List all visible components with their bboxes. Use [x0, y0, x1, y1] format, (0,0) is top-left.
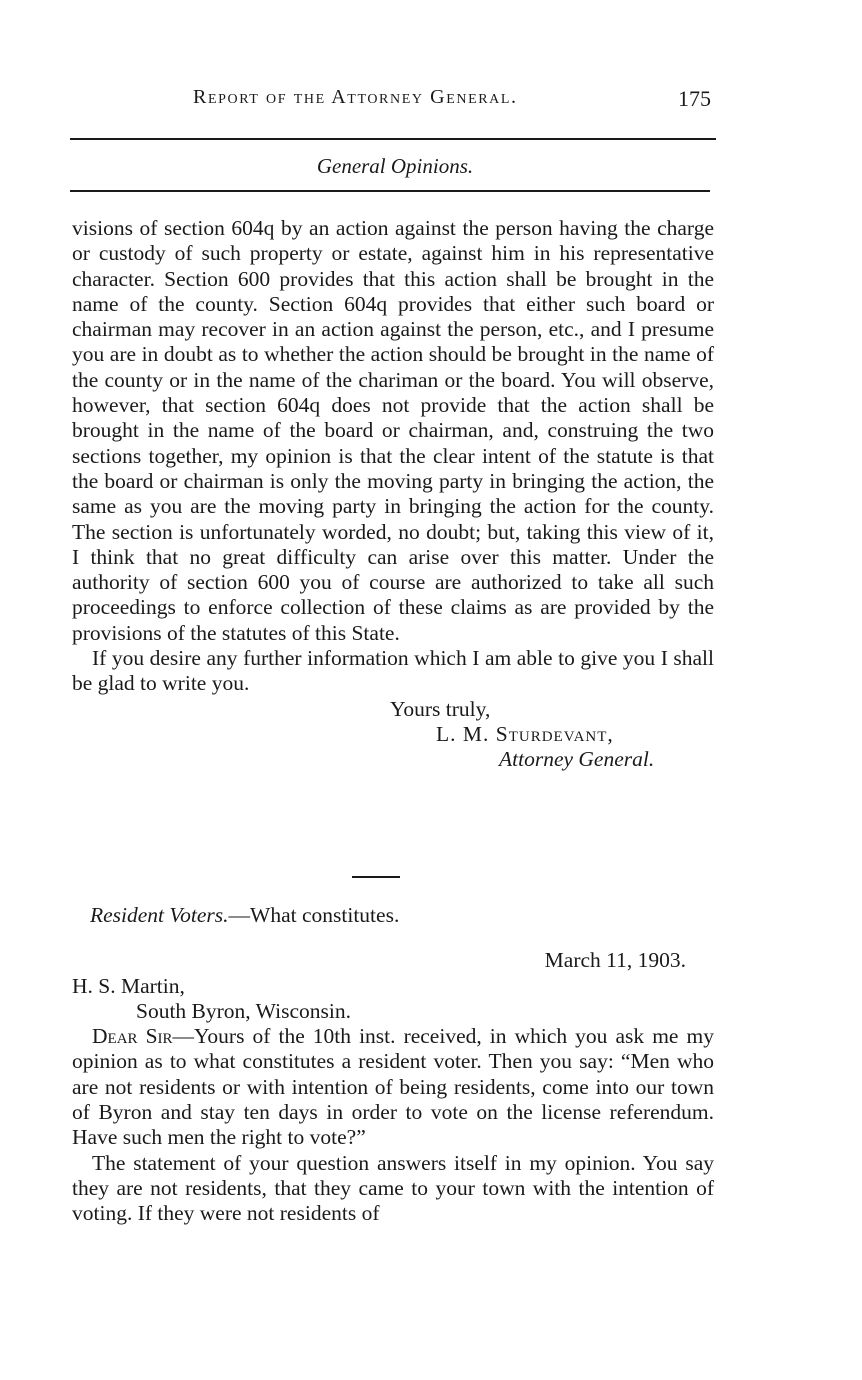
addressee-name: H. S. Martin,	[72, 973, 185, 998]
header-rule-top	[70, 138, 716, 140]
header-rule-bottom	[70, 190, 710, 192]
opinion-paragraph: visions of section 604q by an action against the person having the charge or custody of such property or estate, against him in his representative character. Section 600 provides that this action shall be brought in the name of the county. Section 604q provides that either such board or chairman may recover in an action against the person, etc., and I presume you are in doubt as to whether the action should be brought in the name of the county or in the name of the chariman or the board. You will observe, however, that section 604q does not provide that the action shall be brought in the name of the board or chairman, and, construing the two sections together, my opinion is that the clear intent of the statute is that the board or chairman is only the moving party in bringing the action, the same as you are the moving party in bringing the action for the county. The section is unfortunately worded, no doubt; but, taking this view of it, I think that no great difficulty can arise over this matter. Under the authority of section 600 you of course are authorized to take all such proceedings to enforce collection of these claims as are provided by the provisions of the statutes of this State.	[72, 216, 714, 645]
letter-paragraph-text: —Yours of the 10th inst. received, in which you ask me my opinion as to what constitutes a resident voter. Then you say: “Men who are not residents or with intention of being residents, come into our town of Byron and stay ten days in order to vote on the license referendum. Have such men the right to vote?”	[72, 1024, 714, 1150]
section-divider	[352, 876, 400, 878]
topic-description: —What constitutes.	[228, 903, 400, 927]
salutation: Dear Sir	[92, 1024, 173, 1049]
signer-title: Attorney General.	[499, 747, 655, 772]
opinion-paragraph: If you desire any further information which I am able to give you I shall be glad to write you.	[72, 646, 714, 696]
letter-date: March 11, 1903.	[544, 948, 686, 973]
page-number: 175	[678, 86, 711, 111]
signer-name	[72, 722, 714, 747]
letter-paragraph: The statement of your question answers itself in my opinion. You say they are not residents, that they came to your town with the intention of voting. If they were not residents of	[72, 1150, 714, 1226]
signer-name-text: L. M. Sturdevant,	[436, 721, 614, 746]
running-title: Report of the Attorney General.	[193, 86, 518, 108]
opinion-continued	[72, 216, 714, 773]
new-opinion	[72, 903, 714, 1227]
topic-title: Resident Voters.	[90, 903, 229, 927]
opinion-topic	[72, 903, 714, 928]
addressee-place: South Byron, Wisconsin.	[136, 998, 351, 1023]
closing: Yours truly,	[390, 696, 491, 721]
section-heading: General Opinions.	[316, 154, 474, 178]
page-header	[0, 86, 862, 118]
letter-paragraph	[72, 1024, 714, 1150]
